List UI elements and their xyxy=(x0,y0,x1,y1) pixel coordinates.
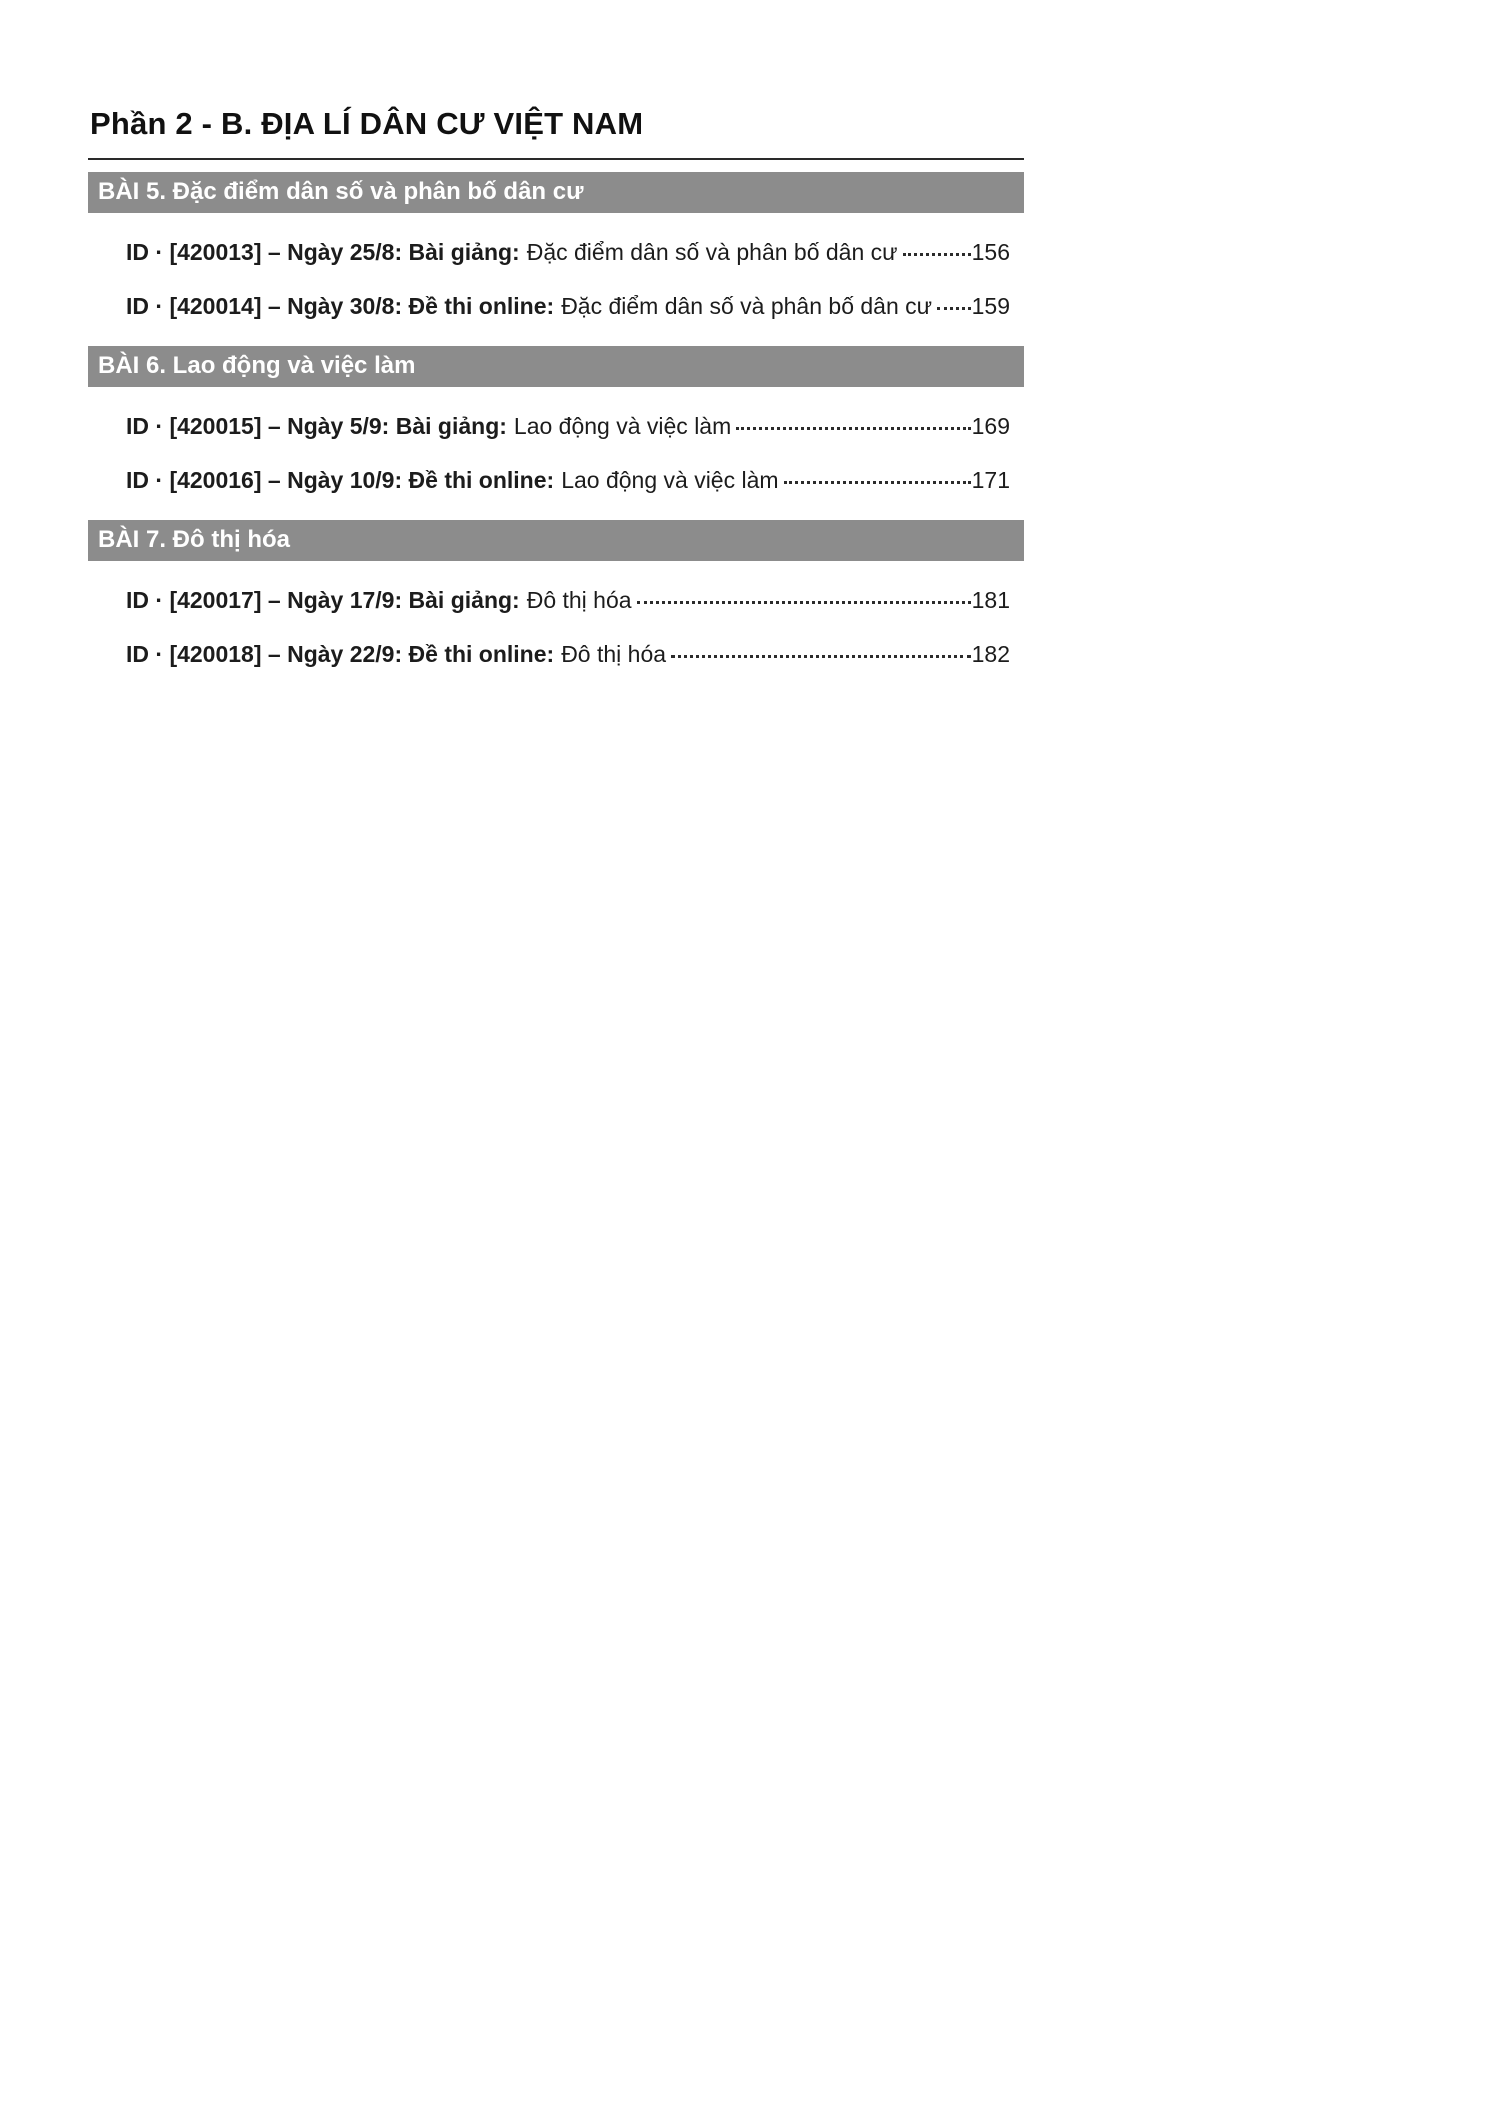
entry-id-label: ID · [420015] – Ngày 5/9: Bài giảng: xyxy=(126,413,507,440)
dot-leader xyxy=(937,307,971,310)
title-divider xyxy=(88,158,1024,160)
dot-leader xyxy=(736,427,970,430)
dot-leader xyxy=(637,601,971,604)
entry-title: Đô thị hóa xyxy=(561,640,667,667)
entry-page-number: 159 xyxy=(971,292,1010,319)
entry-title: Đặc điểm dân số và phân bố dân cư xyxy=(526,239,898,265)
entry-id-label: ID · [420017] – Ngày 17/9: Bài giảng: xyxy=(126,587,520,614)
entry-id-label: ID · [420013] – Ngày 25/8: Bài giảng: xyxy=(126,239,520,265)
entry-id-label: ID · [420014] – Ngày 30/8: Đề thi online: xyxy=(126,292,555,319)
entry-title: Lao động và việc làm xyxy=(513,413,732,440)
toc-entry xyxy=(126,413,1010,441)
toc-page xyxy=(88,106,1024,695)
dot-leader xyxy=(903,253,971,256)
entry-title: Đặc điểm dân số và phân bố dân cư xyxy=(561,292,933,319)
section-bai-7 xyxy=(88,520,1024,668)
section-header: BÀI 5. Đặc điểm dân số và phân bố dân cư xyxy=(88,172,1024,213)
entry-page-number: 182 xyxy=(971,640,1010,667)
toc-entry xyxy=(126,641,1010,669)
section-header: BÀI 6. Lao động và việc làm xyxy=(88,346,1024,387)
entry-page-number: 156 xyxy=(971,239,1010,265)
page-title: Phần 2 - B. ĐỊA LÍ DÂN CƯ VIỆT NAM xyxy=(90,106,644,141)
entry-page-number: 181 xyxy=(971,587,1010,614)
entry-id-label: ID · [420016] – Ngày 10/9: Đề thi online: xyxy=(126,466,555,493)
toc-entry xyxy=(126,587,1010,615)
toc-entry xyxy=(126,467,1010,495)
dot-leader xyxy=(671,655,971,658)
toc-entry xyxy=(126,239,1010,267)
entry-id-label: ID · [420018] – Ngày 22/9: Đề thi online: xyxy=(126,640,555,667)
entry-title: Đô thị hóa xyxy=(526,587,632,614)
entry-page-number: 171 xyxy=(971,466,1010,493)
entry-title: Lao động và việc làm xyxy=(561,466,779,493)
section-bai-6 xyxy=(88,346,1024,494)
section-bai-5 xyxy=(88,172,1024,320)
dot-leader xyxy=(784,481,971,484)
entry-page-number: 169 xyxy=(971,413,1010,440)
section-header: BÀI 7. Đô thị hóa xyxy=(88,520,1024,561)
toc-entry xyxy=(126,293,1010,321)
